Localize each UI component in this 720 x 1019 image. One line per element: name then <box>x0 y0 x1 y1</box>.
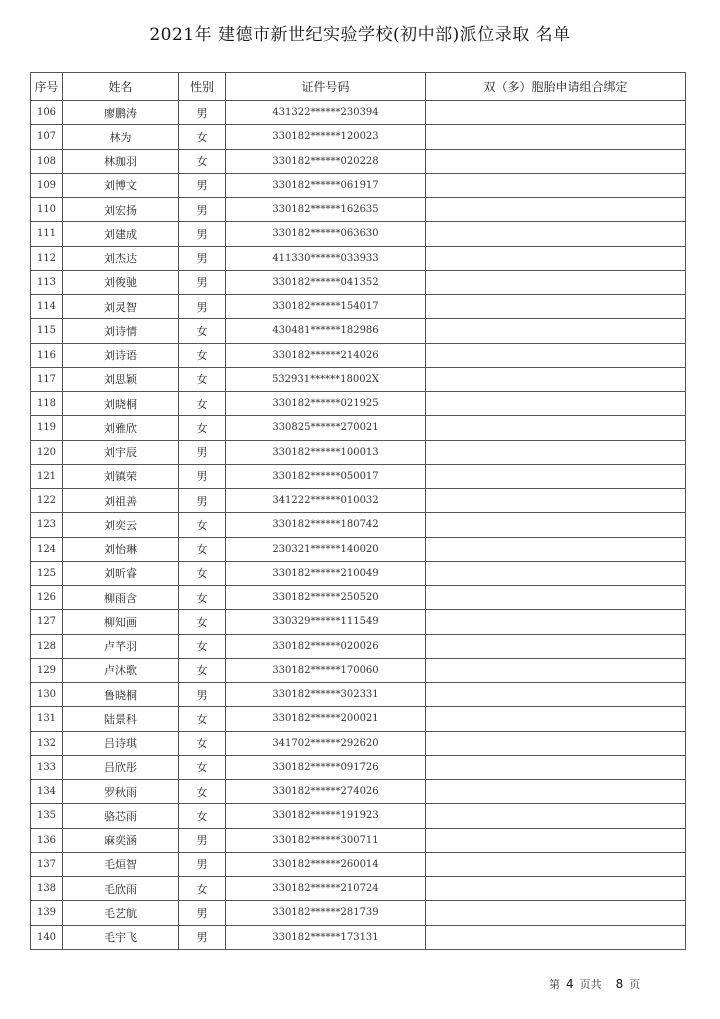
cell-name: 刘镇荣 <box>63 464 179 488</box>
cell-gender: 男 <box>179 489 226 513</box>
table-row <box>31 173 686 197</box>
table-row <box>31 125 686 149</box>
cell-gender: 女 <box>179 634 226 658</box>
cell-index: 140 <box>31 925 63 949</box>
cell-twin-binding <box>426 270 686 294</box>
cell-gender: 女 <box>179 561 226 585</box>
table-row <box>31 101 686 125</box>
cell-twin-binding <box>426 464 686 488</box>
footer-prefix: 第 <box>549 978 560 991</box>
cell-id-number: 330182******120023 <box>226 125 426 149</box>
cell-index: 132 <box>31 731 63 755</box>
table-header <box>31 73 686 101</box>
cell-name: 廖鹏涛 <box>63 101 179 125</box>
cell-gender: 男 <box>179 270 226 294</box>
cell-name: 刘昕睿 <box>63 561 179 585</box>
cell-twin-binding <box>426 416 686 440</box>
cell-gender: 男 <box>179 198 226 222</box>
cell-gender: 男 <box>179 440 226 464</box>
table-row <box>31 828 686 852</box>
cell-gender: 女 <box>179 319 226 343</box>
cell-index: 123 <box>31 513 63 537</box>
cell-gender: 女 <box>179 586 226 610</box>
cell-gender: 女 <box>179 367 226 391</box>
cell-index: 119 <box>31 416 63 440</box>
cell-index: 126 <box>31 586 63 610</box>
cell-index: 134 <box>31 780 63 804</box>
cell-id-number: 330182******020026 <box>226 634 426 658</box>
cell-id-number: 341222******010032 <box>226 489 426 513</box>
table-row <box>31 634 686 658</box>
cell-gender: 女 <box>179 416 226 440</box>
cell-twin-binding <box>426 901 686 925</box>
cell-twin-binding <box>426 828 686 852</box>
header-id-number: 证件号码 <box>226 73 426 101</box>
footer-suffix: 页 <box>629 978 641 991</box>
table-row <box>31 877 686 901</box>
cell-index: 114 <box>31 295 63 319</box>
cell-name: 柳知画 <box>63 610 179 634</box>
header-name: 姓名 <box>63 73 179 101</box>
table-row <box>31 489 686 513</box>
cell-id-number: 330182******250520 <box>226 586 426 610</box>
cell-gender: 男 <box>179 901 226 925</box>
cell-index: 106 <box>31 101 63 125</box>
cell-twin-binding <box>426 634 686 658</box>
cell-twin-binding <box>426 392 686 416</box>
cell-name: 刘奕云 <box>63 513 179 537</box>
cell-index: 137 <box>31 852 63 876</box>
cell-name: 刘雅欣 <box>63 416 179 440</box>
cell-name: 刘诗情 <box>63 319 179 343</box>
cell-index: 108 <box>31 149 63 173</box>
table-row <box>31 367 686 391</box>
cell-name: 刘思颖 <box>63 367 179 391</box>
cell-id-number: 330182******020228 <box>226 149 426 173</box>
table-row <box>31 149 686 173</box>
table-row <box>31 925 686 949</box>
table-row <box>31 198 686 222</box>
cell-name: 麻奕涵 <box>63 828 179 852</box>
cell-twin-binding <box>426 173 686 197</box>
cell-gender: 女 <box>179 755 226 779</box>
cell-index: 131 <box>31 707 63 731</box>
cell-index: 128 <box>31 634 63 658</box>
cell-gender: 女 <box>179 780 226 804</box>
header-gender: 性别 <box>179 73 226 101</box>
cell-id-number: 411330******033933 <box>226 246 426 270</box>
cell-gender: 女 <box>179 537 226 561</box>
header-index: 序号 <box>31 73 63 101</box>
table-row <box>31 246 686 270</box>
cell-gender: 男 <box>179 828 226 852</box>
table-row <box>31 270 686 294</box>
cell-name: 刘杰达 <box>63 246 179 270</box>
cell-gender: 女 <box>179 343 226 367</box>
table-row <box>31 683 686 707</box>
cell-id-number: 330182******173131 <box>226 925 426 949</box>
cell-name: 毛欣雨 <box>63 877 179 901</box>
cell-name: 骆芯雨 <box>63 804 179 828</box>
cell-name: 刘俊驰 <box>63 270 179 294</box>
cell-gender: 男 <box>179 683 226 707</box>
table-row <box>31 901 686 925</box>
cell-twin-binding <box>426 246 686 270</box>
table-row <box>31 222 686 246</box>
cell-id-number: 330182******180742 <box>226 513 426 537</box>
table-row <box>31 537 686 561</box>
table-row <box>31 319 686 343</box>
table-row <box>31 513 686 537</box>
cell-twin-binding <box>426 440 686 464</box>
cell-twin-binding <box>426 537 686 561</box>
cell-index: 136 <box>31 828 63 852</box>
cell-twin-binding <box>426 683 686 707</box>
cell-id-number: 330182******214026 <box>226 343 426 367</box>
cell-index: 111 <box>31 222 63 246</box>
cell-id-number: 430481******182986 <box>226 319 426 343</box>
cell-index: 109 <box>31 173 63 197</box>
cell-gender: 男 <box>179 295 226 319</box>
cell-id-number: 330182******274026 <box>226 780 426 804</box>
cell-name: 吕欣彤 <box>63 755 179 779</box>
cell-id-number: 330182******302331 <box>226 683 426 707</box>
cell-index: 138 <box>31 877 63 901</box>
cell-name: 刘晓桐 <box>63 392 179 416</box>
cell-twin-binding <box>426 222 686 246</box>
cell-id-number: 330182******091726 <box>226 755 426 779</box>
cell-name: 毛烜智 <box>63 852 179 876</box>
table-row <box>31 755 686 779</box>
cell-id-number: 330182******061917 <box>226 173 426 197</box>
cell-gender: 女 <box>179 392 226 416</box>
header-twin-binding: 双（多）胞胎申请组合绑定 <box>426 73 686 101</box>
cell-gender: 男 <box>179 222 226 246</box>
cell-twin-binding <box>426 755 686 779</box>
cell-name: 刘诗语 <box>63 343 179 367</box>
cell-name: 刘怡琳 <box>63 537 179 561</box>
cell-name: 刘灵智 <box>63 295 179 319</box>
cell-index: 117 <box>31 367 63 391</box>
table-row <box>31 658 686 682</box>
cell-twin-binding <box>426 586 686 610</box>
cell-index: 112 <box>31 246 63 270</box>
cell-id-number: 330182******260014 <box>226 852 426 876</box>
cell-name: 刘宇辰 <box>63 440 179 464</box>
cell-gender: 男 <box>179 464 226 488</box>
cell-index: 129 <box>31 658 63 682</box>
cell-gender: 女 <box>179 731 226 755</box>
cell-twin-binding <box>426 489 686 513</box>
cell-twin-binding <box>426 101 686 125</box>
cell-twin-binding <box>426 343 686 367</box>
cell-id-number: 330182******170060 <box>226 658 426 682</box>
cell-twin-binding <box>426 513 686 537</box>
cell-twin-binding <box>426 319 686 343</box>
cell-index: 113 <box>31 270 63 294</box>
page-title: 2021年 建德市新世纪实验学校(初中部)派位录取 名单 <box>149 25 571 45</box>
cell-id-number: 330182******021925 <box>226 392 426 416</box>
cell-name: 刘建成 <box>63 222 179 246</box>
cell-gender: 女 <box>179 610 226 634</box>
table-row <box>31 440 686 464</box>
cell-twin-binding <box>426 658 686 682</box>
cell-gender: 女 <box>179 513 226 537</box>
cell-index: 116 <box>31 343 63 367</box>
cell-id-number: 532931******18002X <box>226 367 426 391</box>
cell-id-number: 230321******140020 <box>226 537 426 561</box>
cell-index: 125 <box>31 561 63 585</box>
cell-gender: 女 <box>179 658 226 682</box>
cell-gender: 女 <box>179 149 226 173</box>
cell-index: 107 <box>31 125 63 149</box>
cell-gender: 女 <box>179 125 226 149</box>
table-row <box>31 804 686 828</box>
cell-name: 林为 <box>63 125 179 149</box>
cell-twin-binding <box>426 877 686 901</box>
cell-name: 毛宇飞 <box>63 925 179 949</box>
cell-twin-binding <box>426 925 686 949</box>
cell-index: 110 <box>31 198 63 222</box>
cell-twin-binding <box>426 852 686 876</box>
cell-name: 吕诗琪 <box>63 731 179 755</box>
cell-id-number: 330329******111549 <box>226 610 426 634</box>
cell-gender: 男 <box>179 925 226 949</box>
cell-index: 130 <box>31 683 63 707</box>
table-row <box>31 852 686 876</box>
cell-id-number: 330182******154017 <box>226 295 426 319</box>
cell-id-number: 330182******191923 <box>226 804 426 828</box>
cell-twin-binding <box>426 707 686 731</box>
page-footer <box>549 976 640 992</box>
cell-twin-binding <box>426 780 686 804</box>
table-row <box>31 561 686 585</box>
cell-id-number: 330182******162635 <box>226 198 426 222</box>
cell-id-number: 341702******292620 <box>226 731 426 755</box>
cell-id-number: 330182******063630 <box>226 222 426 246</box>
table-row <box>31 464 686 488</box>
table-row <box>31 586 686 610</box>
cell-name: 刘宏扬 <box>63 198 179 222</box>
cell-name: 卢沐歌 <box>63 658 179 682</box>
cell-id-number: 330182******300711 <box>226 828 426 852</box>
cell-gender: 男 <box>179 852 226 876</box>
table-row <box>31 295 686 319</box>
total-pages: 8 <box>615 977 624 991</box>
footer-middle: 页共 <box>579 978 602 991</box>
cell-index: 135 <box>31 804 63 828</box>
cell-index: 122 <box>31 489 63 513</box>
cell-twin-binding <box>426 804 686 828</box>
table-row <box>31 343 686 367</box>
cell-twin-binding <box>426 149 686 173</box>
cell-id-number: 330182******200021 <box>226 707 426 731</box>
cell-twin-binding <box>426 295 686 319</box>
admission-table <box>30 72 686 950</box>
table-row <box>31 731 686 755</box>
cell-name: 刘博文 <box>63 173 179 197</box>
cell-id-number: 330182******281739 <box>226 901 426 925</box>
cell-index: 120 <box>31 440 63 464</box>
cell-id-number: 330182******050017 <box>226 464 426 488</box>
cell-gender: 男 <box>179 101 226 125</box>
cell-name: 卢芊羽 <box>63 634 179 658</box>
table-row <box>31 610 686 634</box>
cell-twin-binding <box>426 610 686 634</box>
cell-index: 127 <box>31 610 63 634</box>
cell-id-number: 330182******210049 <box>226 561 426 585</box>
table-row <box>31 707 686 731</box>
cell-id-number: 330825******270021 <box>226 416 426 440</box>
table-row <box>31 780 686 804</box>
cell-gender: 女 <box>179 707 226 731</box>
cell-index: 115 <box>31 319 63 343</box>
cell-name: 鲁晓桐 <box>63 683 179 707</box>
cell-twin-binding <box>426 731 686 755</box>
cell-twin-binding <box>426 198 686 222</box>
cell-twin-binding <box>426 125 686 149</box>
cell-id-number: 330182******100013 <box>226 440 426 464</box>
cell-index: 121 <box>31 464 63 488</box>
cell-index: 139 <box>31 901 63 925</box>
cell-index: 118 <box>31 392 63 416</box>
cell-name: 罗秋雨 <box>63 780 179 804</box>
current-page: 4 <box>566 977 574 991</box>
cell-id-number: 330182******210724 <box>226 877 426 901</box>
cell-name: 刘祖善 <box>63 489 179 513</box>
table-row <box>31 392 686 416</box>
cell-twin-binding <box>426 367 686 391</box>
cell-gender: 男 <box>179 246 226 270</box>
cell-index: 133 <box>31 755 63 779</box>
cell-gender: 女 <box>179 877 226 901</box>
cell-name: 柳雨含 <box>63 586 179 610</box>
cell-name: 毛艺航 <box>63 901 179 925</box>
cell-index: 124 <box>31 537 63 561</box>
cell-id-number: 330182******041352 <box>226 270 426 294</box>
cell-gender: 女 <box>179 804 226 828</box>
cell-name: 陆景科 <box>63 707 179 731</box>
cell-gender: 男 <box>179 173 226 197</box>
cell-id-number: 431322******230394 <box>226 101 426 125</box>
cell-twin-binding <box>426 561 686 585</box>
table-row <box>31 416 686 440</box>
cell-name: 林珈羽 <box>63 149 179 173</box>
